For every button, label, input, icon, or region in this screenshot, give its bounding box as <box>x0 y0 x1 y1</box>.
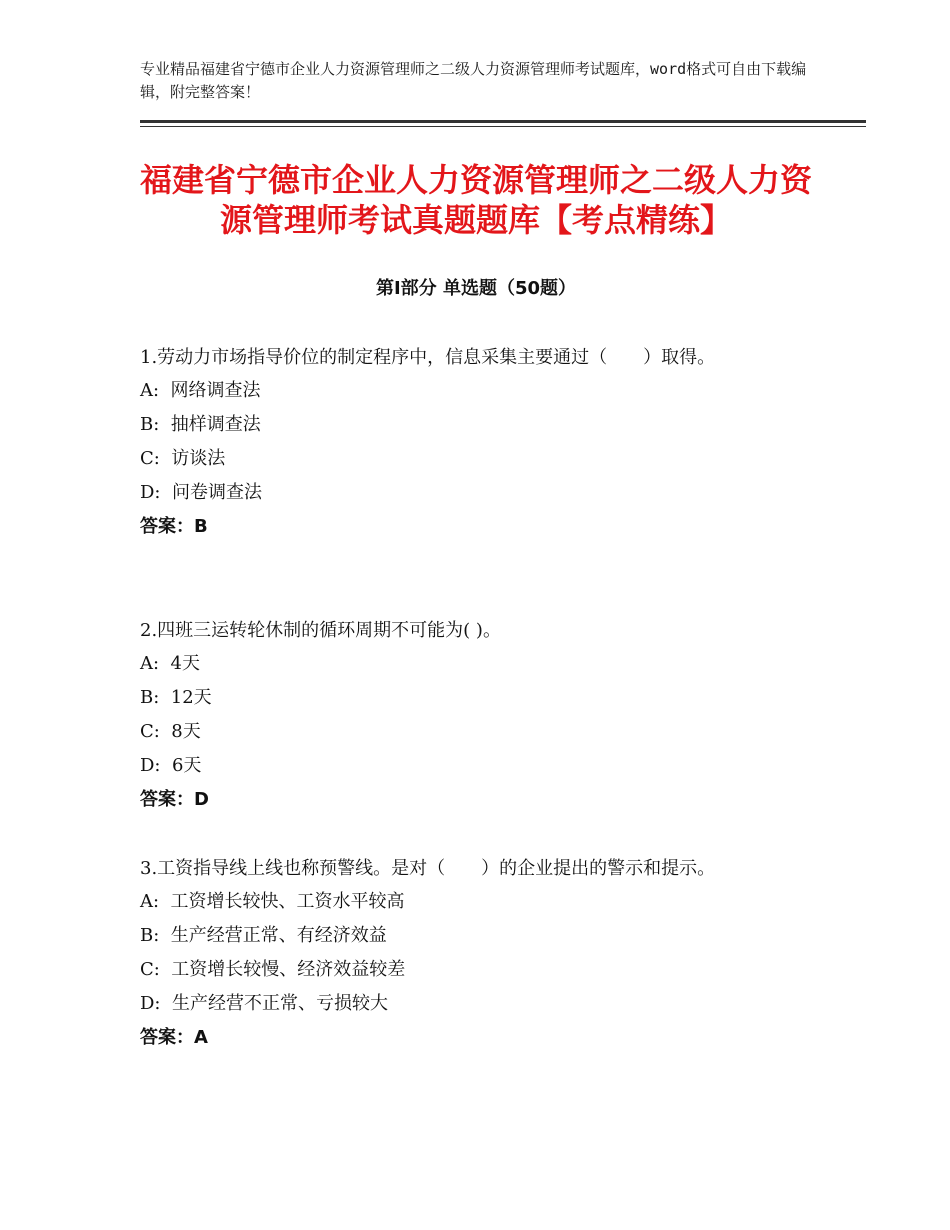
option-c: C: 8天 <box>140 721 201 742</box>
option-c: C: 访谈法 <box>140 448 226 469</box>
option-a: A: 4天 <box>140 653 200 674</box>
option-d: D: 生产经营不正常、亏损较大 <box>140 993 388 1014</box>
question-stem: 3.工资指导线上线也称预警线。是对（ ）的企业提出的警示和提示。 <box>140 858 716 879</box>
header-rule-thin <box>140 126 866 127</box>
answer: 答案：D <box>140 789 209 810</box>
header-note: 专业精品福建省宁德市企业人力资源管理师之二级人力资源管理师考试题库，word格式可自由下载编辑，附完整答案！ <box>140 60 807 101</box>
header-rule-thick <box>140 120 866 123</box>
option-c: C: 工资增长较慢、经济效益较差 <box>140 959 406 980</box>
question-3 <box>140 853 812 1055</box>
option-d: D: 6天 <box>140 755 202 776</box>
question-stem: 1.劳动力市场指导价位的制定程序中，信息采集主要通过（ ）取得。 <box>140 347 716 368</box>
question-2 <box>140 615 812 817</box>
section-title: 第Ⅰ部分 单选题（50题） <box>375 278 576 299</box>
option-b: B: 生产经营正常、有经济效益 <box>140 925 387 946</box>
option-b: B: 12天 <box>140 687 212 708</box>
option-b: B: 抽样调查法 <box>140 414 261 435</box>
answer: 答案：A <box>140 1027 208 1048</box>
document-title: 福建省宁德市企业人力资源管理师之二级人力资源管理师考试真题题库【考点精练】 <box>140 161 813 239</box>
answer: 答案：B <box>140 516 208 537</box>
question-stem: 2.四班三运转轮休制的循环周期不可能为( )。 <box>140 620 501 641</box>
option-a: A: 工资增长较快、工资水平较高 <box>140 891 405 912</box>
option-a: A: 网络调查法 <box>140 380 261 401</box>
option-d: D: 问卷调查法 <box>140 482 262 503</box>
question-1 <box>140 342 812 544</box>
